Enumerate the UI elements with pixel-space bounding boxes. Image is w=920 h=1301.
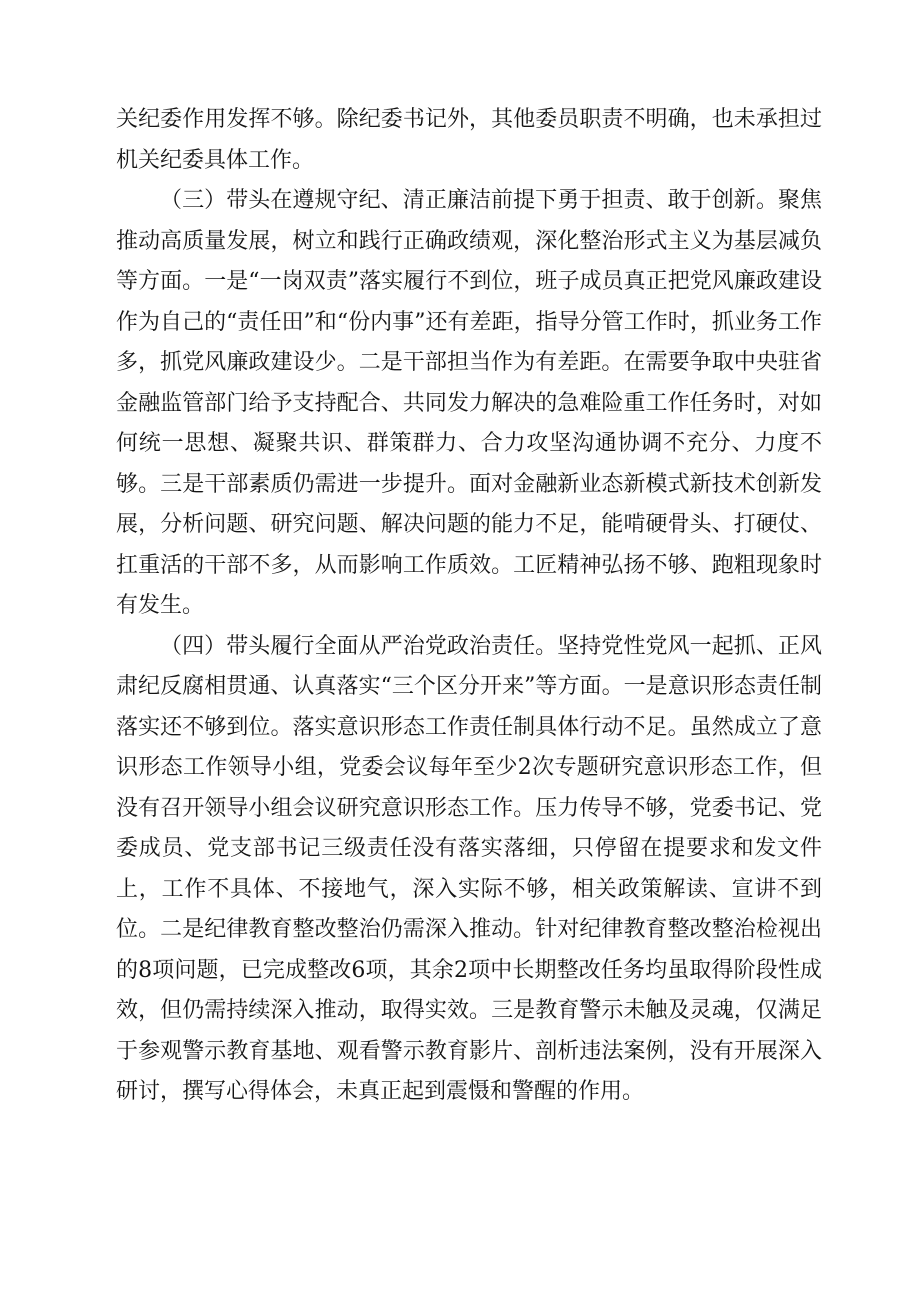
paragraph-section-3: （三）带头在遵规守纪、清正廉洁前提下勇于担责、敢于创新。聚焦推动高质量发展，树立和践行正确政绩观，深化整治形式主义为基层减负等方面。一是“一岗双责”落实履行不到位，班子成员真正把党风廉政建设作为自己的“责任田”和“份内事”还有差距，指导分管工作时，抓业务工作多，抓党风廉政建设少。二是干部担当作为有差距。在需要争取中央驻省金融监管部门给予支持配合、共同发力解决的急难险重工作任务时，对如何统一思想、凝聚共识、群策群力、合力攻坚沟通协调不充分、力度不够。三是干部素质仍需进一步提升。面对金融新业态新模式新技术创新发展，分析问题、研究问题、解决问题的能力不足，能啃硬骨头、打硬仗、扛重活的干部不多，从而影响工作质效。工匠精神弘扬不够、跑粗现象时有发生。 <box>116 188 822 618</box>
paragraph-continued: 关纪委作用发挥不够。除纪委书记外，其他委员职责不明确，也未承担过机关纪委具体工作。 <box>116 107 822 173</box>
paragraph-section-4: （四）带头履行全面从严治党政治责任。坚持党性党风一起抓、正风肃纪反腐相贯通、认真落实“三个区分开来”等方面。一是意识形态责任制落实还不够到位。落实意识形态工作责任制具体行动不足。虽然成立了意识形态工作领导小组，党委会议每年至少2次专题研究意识形态工作，但没有召开领导小组会议研究意识形态工作。压力传导不够，党委书记、党委成员、党支部书记三级责任没有落实落细，只停留在提要求和发文件上，工作不具体、不接地气，深入实际不够，相关政策解读、宣讲不到位。二是纪律教育整改整治仍需深入推动。针对纪律教育整改整治检视出的8项问题，已完成整改6项，其余2项中长期整改任务均虽取得阶段性成效，但仍需持续深入推动，取得实效。三是教育警示未触及灵魂，仅满足于参观警示教育基地、观看警示教育影片、剖析违法案例，没有开展深入研讨，撰写心得体会，未真正起到震慑和警醒的作用。 <box>116 633 822 1104</box>
document-body <box>116 100 822 1113</box>
